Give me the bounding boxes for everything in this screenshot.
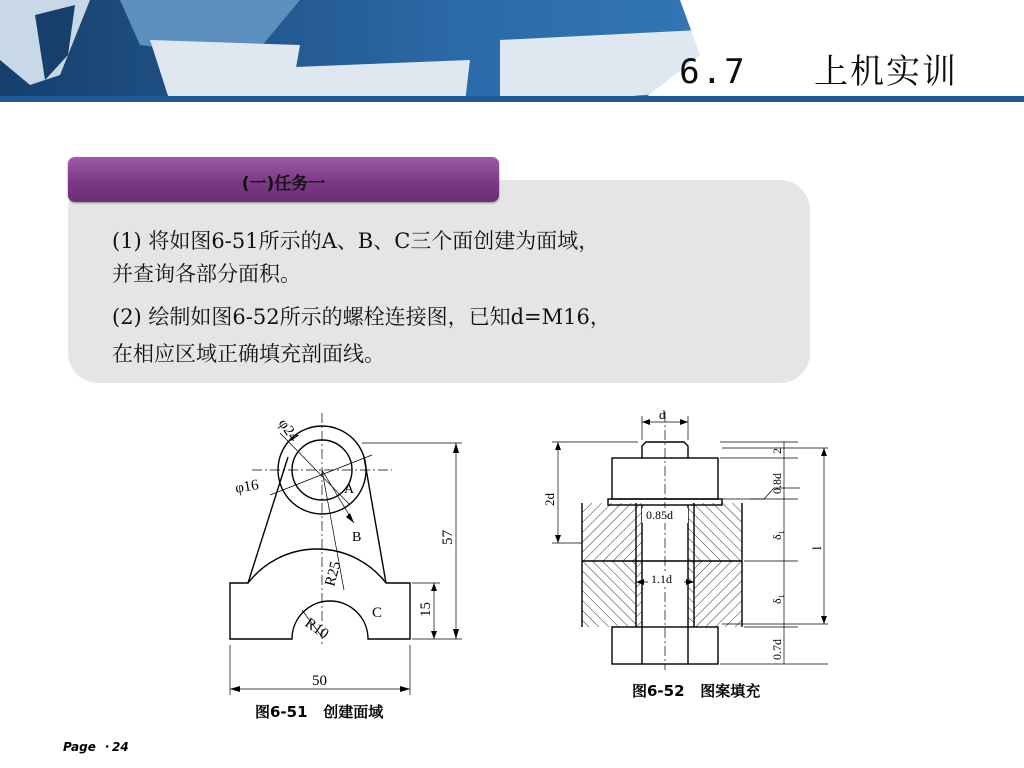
fig52-085d-label: 0.85d (646, 508, 673, 522)
header-banner (0, 0, 1024, 102)
fig52-l-label: l (809, 546, 824, 550)
task-line-3: (2) 绘制如图6-52所示的螺栓连接图，已知d=M16， (112, 305, 611, 329)
label-a: A (344, 482, 355, 497)
task-tab-label: (一)任务一 (241, 174, 326, 194)
fig52-2d-label: 2d (542, 493, 557, 506)
r25-label: R25 (322, 559, 345, 589)
task-line-1: (1) 将如图6-51所示的A、B、C三个面创建为面域， (112, 229, 600, 253)
phi16-label: φ16 (233, 477, 261, 497)
dim57-label: 57 (440, 530, 456, 545)
dim15-label: 15 (418, 602, 434, 617)
fig52-08d-label: 0.8d (770, 473, 784, 494)
task-line-2: 并查询各部分面积。 (112, 262, 301, 286)
slide-title: 6.7 上机实训 (679, 52, 958, 92)
fig52-delta1-lower: δ₁ (770, 594, 784, 604)
phi24-label: φ24 (274, 416, 302, 445)
label-c: C (372, 605, 383, 621)
figure-6-52-drawing (538, 408, 838, 673)
fig52-2-label: 2 (770, 448, 784, 454)
label-b: B (352, 530, 362, 545)
page-number: Page ・24 (63, 740, 129, 754)
fig52-delta1-upper: δ₁ (770, 530, 784, 540)
fig52-11d-label: 1.1d (651, 572, 672, 586)
task-tab (68, 157, 499, 202)
r10-label: R10 (301, 615, 332, 643)
figure-6-52-caption: 图6-52 图案填充 (632, 682, 761, 700)
fig52-d-label: d (659, 408, 666, 422)
dim50-label: 50 (312, 673, 327, 689)
figure-6-51-drawing (222, 395, 472, 700)
fig52-07d-label: 0.7d (770, 639, 784, 660)
task-line-4: 在相应区域正确填充剖面线。 (112, 342, 385, 366)
figure-6-51-caption: 图6-51 创建面域 (255, 703, 384, 721)
